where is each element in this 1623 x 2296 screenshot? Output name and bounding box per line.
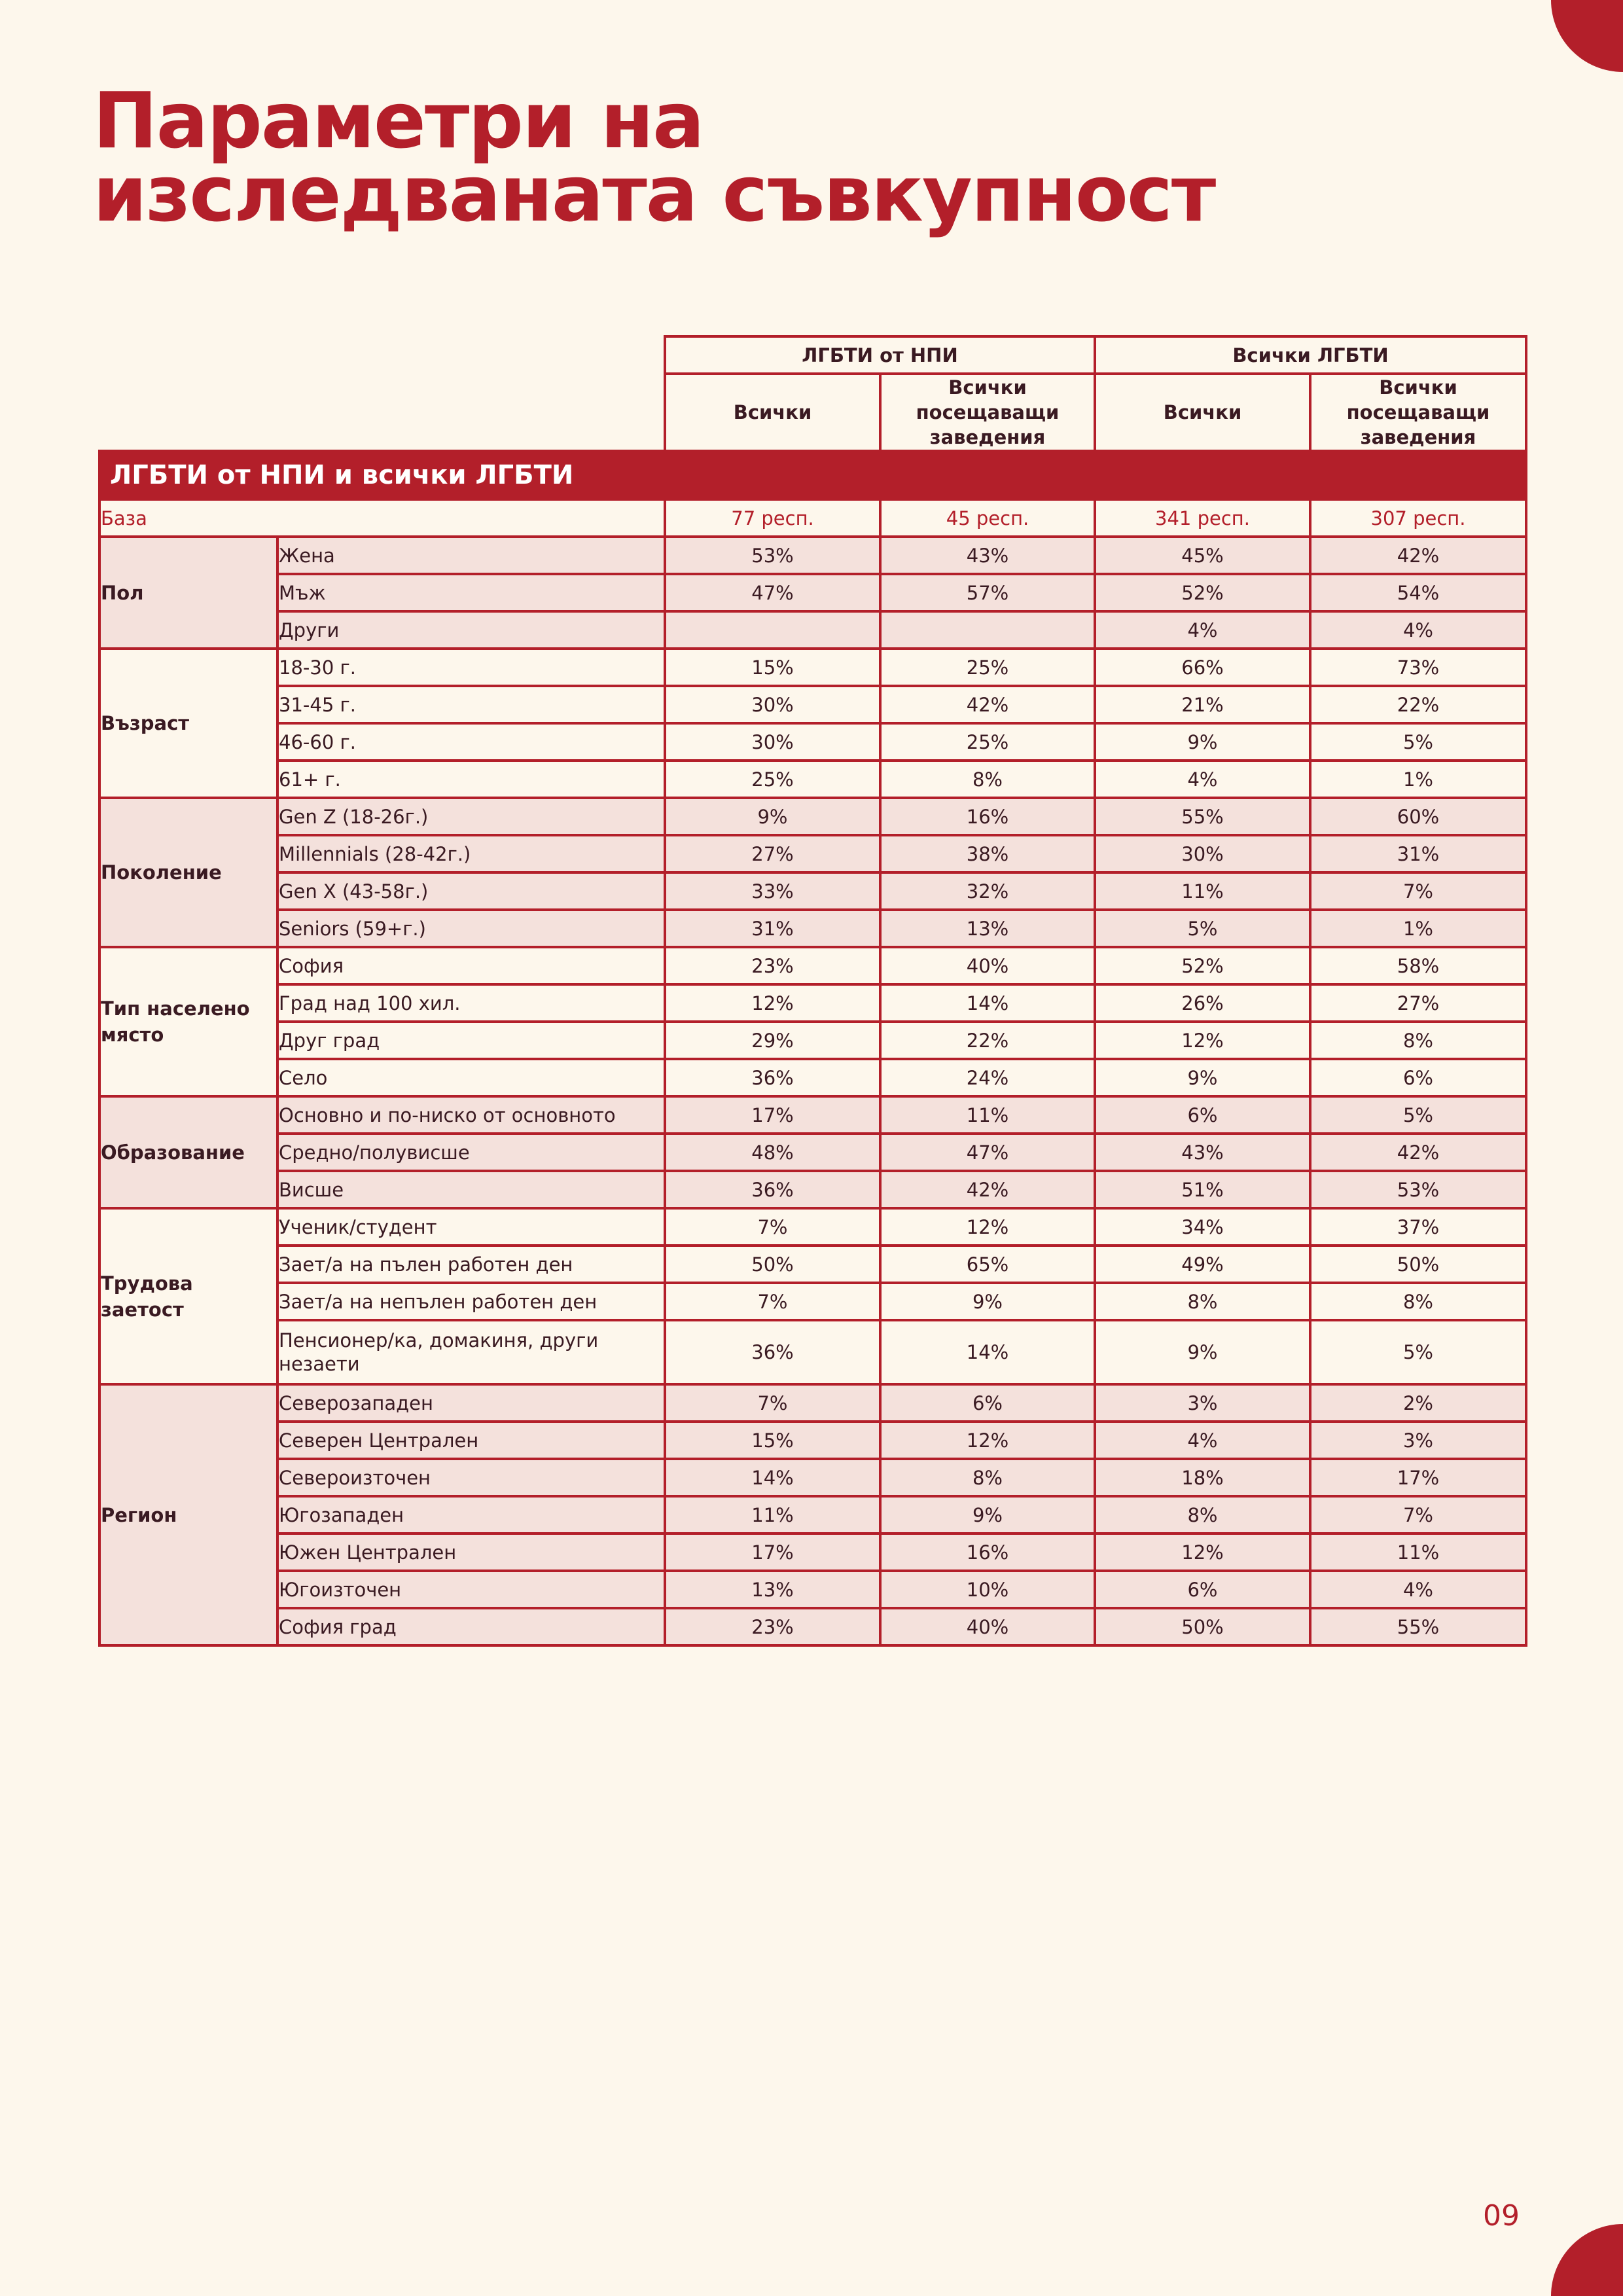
table-row [99, 835, 1526, 872]
row-label: 18-30 г. [277, 649, 665, 686]
row-label: Пенсионер/ка, домакиня, други незаети [277, 1320, 665, 1384]
group-header-npi: ЛГБТИ от НПИ [665, 336, 1095, 374]
value-cell: 16% [880, 798, 1095, 835]
value-cell: 27% [1310, 984, 1526, 1022]
page-number: 09 [1483, 2199, 1520, 2233]
value-cell: 30% [665, 723, 880, 761]
value-cell: 13% [880, 910, 1095, 947]
value-cell: 4% [1310, 611, 1526, 649]
value-cell: 11% [880, 1096, 1095, 1134]
value-cell: 6% [1310, 1059, 1526, 1096]
sub-header-text: Всички [1163, 401, 1242, 423]
value-cell: 42% [880, 686, 1095, 723]
value-cell [880, 611, 1095, 649]
row-label: Висше [277, 1171, 665, 1208]
table-row [99, 1320, 1526, 1384]
header-spacer [99, 374, 665, 451]
base-value: 341 респ. [1095, 499, 1310, 537]
base-label: База [99, 499, 665, 537]
value-cell: 7% [1310, 1496, 1526, 1534]
row-label: Мъж [277, 574, 665, 611]
category-label: Възраст [99, 649, 277, 798]
value-cell: 9% [665, 798, 880, 835]
value-cell: 43% [880, 537, 1095, 574]
value-cell: 3% [1095, 1384, 1310, 1422]
category-label: Образование [99, 1096, 277, 1208]
value-cell: 17% [665, 1096, 880, 1134]
value-cell: 14% [665, 1459, 880, 1496]
value-cell: 12% [880, 1208, 1095, 1246]
value-cell: 47% [665, 574, 880, 611]
value-cell: 8% [1310, 1022, 1526, 1059]
table-row [99, 611, 1526, 649]
table-row [99, 984, 1526, 1022]
row-label: Gen Z (18-26г.) [277, 798, 665, 835]
value-cell: 9% [1095, 723, 1310, 761]
value-cell: 45% [1095, 537, 1310, 574]
value-cell: 8% [880, 1459, 1095, 1496]
value-cell: 1% [1310, 761, 1526, 798]
value-cell: 4% [1095, 1422, 1310, 1459]
value-cell: 24% [880, 1059, 1095, 1096]
value-cell: 14% [880, 984, 1095, 1022]
table-body [99, 451, 1526, 1645]
value-cell: 9% [1095, 1059, 1310, 1096]
value-cell: 6% [1095, 1096, 1310, 1134]
table-row [99, 1171, 1526, 1208]
value-cell: 7% [665, 1384, 880, 1422]
table-row [99, 798, 1526, 835]
value-cell: 40% [880, 947, 1095, 984]
value-cell: 55% [1310, 1608, 1526, 1645]
sub-header-npi-all [665, 374, 880, 451]
row-label: Северен Централен [277, 1422, 665, 1459]
table-row [99, 761, 1526, 798]
value-cell: 26% [1095, 984, 1310, 1022]
value-cell: 12% [665, 984, 880, 1022]
row-label: Югозападен [277, 1496, 665, 1534]
value-cell: 47% [880, 1134, 1095, 1171]
table-row [99, 872, 1526, 910]
row-label: Seniors (59+г.) [277, 910, 665, 947]
value-cell: 9% [880, 1496, 1095, 1534]
row-label: 61+ г. [277, 761, 665, 798]
value-cell: 50% [1095, 1608, 1310, 1645]
value-cell: 8% [880, 761, 1095, 798]
table-row [99, 1096, 1526, 1134]
row-label: Град над 100 хил. [277, 984, 665, 1022]
value-cell: 15% [665, 1422, 880, 1459]
row-label: Североизточен [277, 1459, 665, 1496]
table-row [99, 1134, 1526, 1171]
value-cell: 11% [665, 1496, 880, 1534]
value-cell: 25% [665, 761, 880, 798]
section-title: ЛГБТИ от НПИ и всички ЛГБТИ [99, 451, 1526, 499]
value-cell: 22% [1310, 686, 1526, 723]
value-cell: 8% [1310, 1283, 1526, 1320]
value-cell: 55% [1095, 798, 1310, 835]
value-cell: 4% [1095, 761, 1310, 798]
value-cell: 3% [1310, 1422, 1526, 1459]
value-cell: 49% [1095, 1246, 1310, 1283]
value-cell: 17% [1310, 1459, 1526, 1496]
value-cell: 9% [880, 1283, 1095, 1320]
base-value: 45 респ. [880, 499, 1095, 537]
value-cell: 5% [1310, 723, 1526, 761]
row-label: Основно и по-ниско от основното [277, 1096, 665, 1134]
value-cell: 31% [665, 910, 880, 947]
value-cell: 60% [1310, 798, 1526, 835]
value-cell: 73% [1310, 649, 1526, 686]
value-cell: 65% [880, 1246, 1095, 1283]
value-cell: 12% [1095, 1534, 1310, 1571]
category-label: Пол [99, 537, 277, 649]
row-label: Зает/а на непълен работен ден [277, 1283, 665, 1320]
value-cell: 23% [665, 947, 880, 984]
value-cell: 8% [1095, 1283, 1310, 1320]
value-cell: 6% [880, 1384, 1095, 1422]
value-cell: 36% [665, 1320, 880, 1384]
table-row [99, 1571, 1526, 1608]
value-cell: 38% [880, 835, 1095, 872]
survey-parameters-table [98, 335, 1527, 1647]
value-cell: 54% [1310, 574, 1526, 611]
value-cell: 27% [665, 835, 880, 872]
sub-header-text: Всички [948, 376, 1027, 399]
row-label: София [277, 947, 665, 984]
section-row [99, 451, 1526, 499]
value-cell: 13% [665, 1571, 880, 1608]
category-label: Трудова заетост [99, 1208, 277, 1384]
table-row [99, 1459, 1526, 1496]
sub-header-row [99, 374, 1526, 451]
value-cell: 66% [1095, 649, 1310, 686]
value-cell: 8% [1095, 1496, 1310, 1534]
value-cell: 7% [665, 1283, 880, 1320]
value-cell: 5% [1310, 1096, 1526, 1134]
row-label: Зает/а на пълен работен ден [277, 1246, 665, 1283]
row-label: 46-60 г. [277, 723, 665, 761]
group-header-all: Всички ЛГБТИ [1095, 336, 1526, 374]
value-cell: 58% [1310, 947, 1526, 984]
sub-header-text: заведения [929, 426, 1046, 448]
base-value: 77 респ. [665, 499, 880, 537]
value-cell: 40% [880, 1608, 1095, 1645]
table-row [99, 1534, 1526, 1571]
category-label: Тип населено място [99, 947, 277, 1096]
value-cell: 25% [880, 723, 1095, 761]
value-cell [665, 611, 880, 649]
row-label: Ученик/студент [277, 1208, 665, 1246]
value-cell: 12% [880, 1422, 1095, 1459]
value-cell: 37% [1310, 1208, 1526, 1246]
value-cell: 53% [1310, 1171, 1526, 1208]
table-row [99, 1022, 1526, 1059]
table-row [99, 686, 1526, 723]
sub-header-text: посещаващи [1346, 401, 1490, 423]
table-row [99, 1208, 1526, 1246]
value-cell: 5% [1310, 1320, 1526, 1384]
sub-header-lgbti-all [1095, 374, 1310, 451]
value-cell: 23% [665, 1608, 880, 1645]
value-cell: 50% [665, 1246, 880, 1283]
value-cell: 7% [665, 1208, 880, 1246]
table-row [99, 1608, 1526, 1645]
value-cell: 6% [1095, 1571, 1310, 1608]
value-cell: 52% [1095, 574, 1310, 611]
value-cell: 4% [1095, 611, 1310, 649]
value-cell: 30% [1095, 835, 1310, 872]
value-cell: 17% [665, 1534, 880, 1571]
value-cell: 42% [880, 1171, 1095, 1208]
header-spacer [99, 336, 665, 374]
value-cell: 51% [1095, 1171, 1310, 1208]
value-cell: 42% [1310, 537, 1526, 574]
sub-header-lgbti-venues [1310, 374, 1526, 451]
value-cell: 1% [1310, 910, 1526, 947]
value-cell: 48% [665, 1134, 880, 1171]
page-title [93, 75, 1215, 239]
table-row [99, 947, 1526, 984]
sub-header-text: Всички [1379, 376, 1457, 399]
value-cell: 32% [880, 872, 1095, 910]
value-cell: 25% [880, 649, 1095, 686]
row-label: Южен Централен [277, 1534, 665, 1571]
category-label: Поколение [99, 798, 277, 947]
value-cell: 36% [665, 1059, 880, 1096]
row-label: Северозападен [277, 1384, 665, 1422]
table-row [99, 1246, 1526, 1283]
table-row [99, 1422, 1526, 1459]
row-label: Друг град [277, 1022, 665, 1059]
value-cell: 33% [665, 872, 880, 910]
value-cell: 34% [1095, 1208, 1310, 1246]
value-cell: 7% [1310, 872, 1526, 910]
table-row [99, 574, 1526, 611]
group-header-row [99, 336, 1526, 374]
value-cell: 52% [1095, 947, 1310, 984]
table-row [99, 537, 1526, 574]
value-cell: 9% [1095, 1320, 1310, 1384]
row-label: Югоизточен [277, 1571, 665, 1608]
base-value: 307 респ. [1310, 499, 1526, 537]
value-cell: 43% [1095, 1134, 1310, 1171]
value-cell: 10% [880, 1571, 1095, 1608]
value-cell: 12% [1095, 1022, 1310, 1059]
sub-header-npi-venues [880, 374, 1095, 451]
value-cell: 15% [665, 649, 880, 686]
sub-header-text: Всички [733, 401, 812, 423]
table-row [99, 1283, 1526, 1320]
value-cell: 21% [1095, 686, 1310, 723]
value-cell: 5% [1095, 910, 1310, 947]
value-cell: 11% [1310, 1534, 1526, 1571]
value-cell: 31% [1310, 835, 1526, 872]
row-label: Други [277, 611, 665, 649]
value-cell: 14% [880, 1320, 1095, 1384]
table-row [99, 1384, 1526, 1422]
value-cell: 36% [665, 1171, 880, 1208]
sub-header-text: посещаващи [916, 401, 1060, 423]
sub-header-text: заведения [1360, 426, 1476, 448]
value-cell: 29% [665, 1022, 880, 1059]
table-row [99, 1059, 1526, 1096]
value-cell: 16% [880, 1534, 1095, 1571]
page-title-line-1: Параметри на [93, 75, 704, 166]
value-cell: 53% [665, 537, 880, 574]
value-cell: 4% [1310, 1571, 1526, 1608]
corner-decoration-top [1551, 0, 1623, 72]
value-cell: 50% [1310, 1246, 1526, 1283]
table-row [99, 1496, 1526, 1534]
row-label: Millennials (28-42г.) [277, 835, 665, 872]
value-cell: 18% [1095, 1459, 1310, 1496]
table-row [99, 649, 1526, 686]
value-cell: 30% [665, 686, 880, 723]
value-cell: 42% [1310, 1134, 1526, 1171]
page-title-line-2: изследваната съвкупност [93, 149, 1215, 239]
category-label: Регион [99, 1384, 277, 1645]
value-cell: 22% [880, 1022, 1095, 1059]
row-label: 31-45 г. [277, 686, 665, 723]
value-cell: 11% [1095, 872, 1310, 910]
row-label: София град [277, 1608, 665, 1645]
row-label: Gen X (43-58г.) [277, 872, 665, 910]
table-row [99, 723, 1526, 761]
base-row [99, 499, 1526, 537]
value-cell: 2% [1310, 1384, 1526, 1422]
value-cell: 57% [880, 574, 1095, 611]
row-label: Село [277, 1059, 665, 1096]
corner-decoration-bottom [1551, 2224, 1623, 2296]
row-label: Жена [277, 537, 665, 574]
row-label: Средно/полувисше [277, 1134, 665, 1171]
table-row [99, 910, 1526, 947]
